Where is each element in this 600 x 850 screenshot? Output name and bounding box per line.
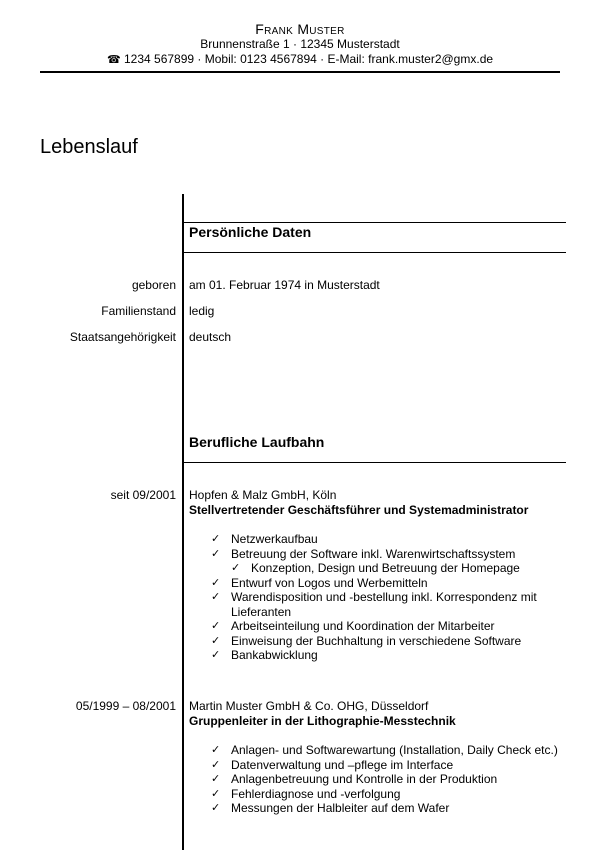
check-icon: ✓ [211,633,221,647]
section-rule-bottom [182,252,566,253]
check-icon: ✓ [211,532,221,545]
check-icon: ✓ [211,648,221,661]
task-text: Datenverwaltung und –pflege im Interface [231,757,454,772]
task-text: Messungen der Halbleiter auf dem Wafer [231,801,450,815]
list-item [189,561,564,576]
list-item [189,634,564,649]
task-text: Warendisposition und -bestellung inkl. Korrespondenz mit Lieferanten [231,590,537,619]
task-text: Betreuung der Software inkl. Warenwirtschaftssystem [231,546,516,561]
column-divider [182,194,184,850]
list-item [189,787,564,802]
list-item [189,801,564,816]
list-item [189,648,564,663]
check-icon: ✓ [211,575,221,589]
task-text: Netzwerkaufbau [231,532,318,546]
document-title: Lebenslauf [40,136,138,158]
job-period: 05/1999 – 08/2001 [75,699,176,713]
check-icon: ✓ [211,619,221,632]
job-position: Gruppenleiter in der Lithographie-Messtechnik [189,714,456,728]
check-icon: ✓ [211,590,221,603]
check-icon: ✓ [211,743,221,756]
list-item [189,590,564,619]
check-icon: ✓ [211,786,221,800]
job-company: Martin Muster GmbH & Co. OHG, Düsseldorf [189,699,429,713]
job-period: seit 09/2001 [110,488,176,502]
applicant-name: Frank Muster [255,21,345,37]
label-marital-status: Familienstand [101,304,176,318]
task-text: Bankabwicklung [231,648,318,662]
section-heading-personal: Persönliche Daten [189,224,312,240]
check-icon: ✓ [211,801,221,814]
label-nationality: Staatsangehörigkeit [69,330,176,344]
value-birth: am 01. Februar 1974 in Musterstadt [189,278,380,292]
job-task-list [189,743,564,816]
list-item [189,532,564,547]
applicant-address: Brunnenstraße 1 · 12345 Musterstadt [200,37,400,51]
contact-details: 1234 567899 · Mobil: 0123 4567894 · E-Mail: frank.muster2@gmx.de [123,52,494,66]
job-position: Stellvertretender Geschäftsführer und Systemadministrator [189,503,529,517]
task-text: Einweisung der Buchhaltung in verschiedene Software [231,633,522,648]
section-rule-top [182,222,566,223]
task-text: Anlagen- und Softwarewartung (Installation, Daily Check etc.) [231,743,558,757]
list-item [189,576,564,591]
check-icon: ✓ [211,772,221,785]
task-text: Konzeption, Design und Betreuung der Homepage [251,561,520,575]
header-rule [40,71,560,73]
list-item [189,619,564,634]
list-item [189,547,564,562]
list-item [189,758,564,773]
section-rule-bottom [182,462,566,463]
section-heading-career: Berufliche Laufbahn [189,434,325,450]
letterhead [40,22,560,67]
check-icon: ✓ [231,561,241,574]
value-nationality: deutsch [189,330,232,344]
task-text: Anlagenbetreuung und Kontrolle in der Produktion [231,772,498,786]
phone-icon: ☎ [106,53,121,66]
check-icon: ✓ [211,546,221,560]
task-text: Fehlerdiagnose und -verfolgung [231,786,401,801]
list-item [189,743,564,758]
applicant-contact [40,52,560,67]
list-item [189,772,564,787]
task-text: Arbeitseinteilung und Koordination der Mitarbeiter [231,619,495,633]
task-text: Entwurf von Logos und Werbemitteln [231,575,428,590]
value-marital-status: ledig [189,304,215,318]
job-company: Hopfen & Malz GmbH, Köln [189,488,337,502]
label-birth: geboren [131,278,176,292]
job-task-list [189,532,564,663]
check-icon: ✓ [211,757,221,771]
